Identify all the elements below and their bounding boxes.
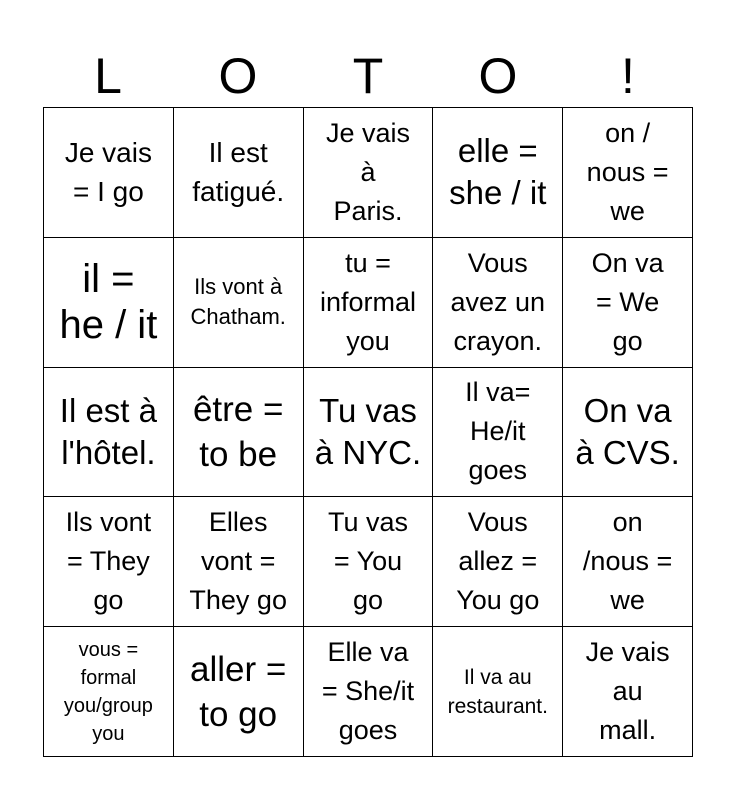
grid-cell[interactable]: aller = to go [174,627,304,757]
grid-cell[interactable]: Ils vont à Chatham. [174,238,304,368]
title-letter: O [218,48,258,104]
grid-cell[interactable]: Il va= He/it goes [433,368,563,498]
title-letter: L [94,48,122,104]
bingo-grid [43,107,693,757]
grid-cell[interactable]: Je vais à Paris. [304,108,434,238]
title-letter: T [352,48,384,104]
grid-cell[interactable]: On va à CVS. [563,368,693,498]
grid-cell[interactable]: Vous allez = You go [433,497,563,627]
grid-cell[interactable]: On va = We go [563,238,693,368]
grid-cell[interactable]: Elles vont = They go [174,497,304,627]
grid-cell[interactable]: Vous avez un crayon. [433,238,563,368]
grid-cell[interactable]: vous = formal you/group you [44,627,174,757]
grid-cell[interactable]: Je vais au mall. [563,627,693,757]
title-letter: O [478,48,518,104]
grid-cell[interactable]: Il est fatigué. [174,108,304,238]
title-letter: ! [621,48,635,104]
grid-cell[interactable]: Il est à l'hôtel. [44,368,174,498]
grid-cell[interactable]: Elle va = She/it goes [304,627,434,757]
grid-cell[interactable]: Il va au restaurant. [433,627,563,757]
grid-cell[interactable]: tu = informal you [304,238,434,368]
grid-cell[interactable]: Ils vont = They go [44,497,174,627]
grid-cell[interactable]: elle = she / it [433,108,563,238]
card-title [43,44,693,108]
grid-cell[interactable]: Je vais = I go [44,108,174,238]
grid-cell[interactable]: Tu vas = You go [304,497,434,627]
grid-cell[interactable]: on / nous = we [563,108,693,238]
grid-cell[interactable]: Tu vas à NYC. [304,368,434,498]
grid-cell[interactable]: être = to be [174,368,304,498]
grid-cell[interactable]: on /nous = we [563,497,693,627]
grid-cell[interactable]: il = he / it [44,238,174,368]
